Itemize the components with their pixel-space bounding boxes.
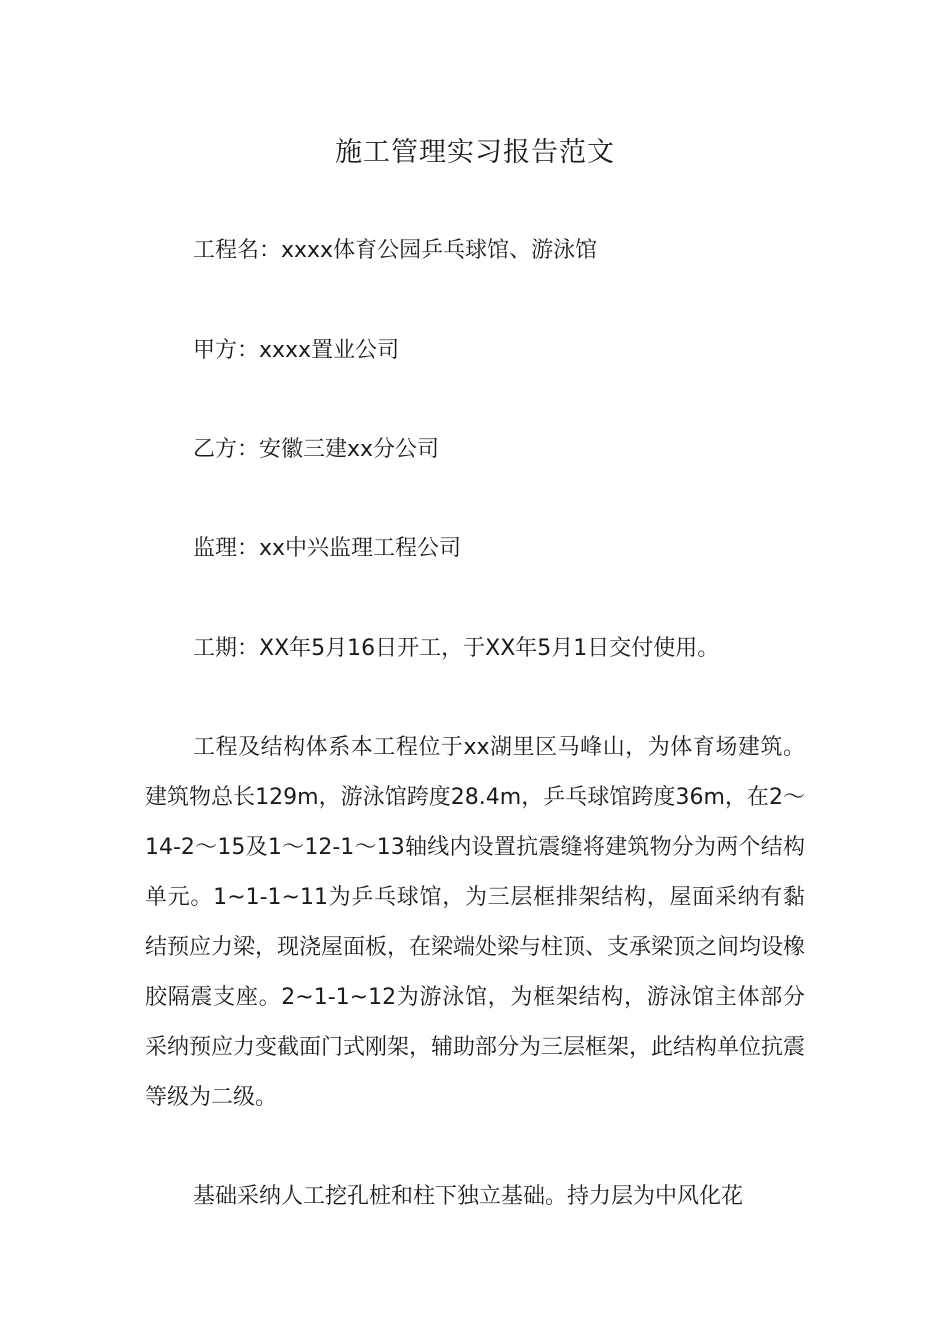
structure-paragraph: 工程及结构体系本工程位于xx湖里区马峰山，为体育场建筑。建筑物总长129m，游泳馆跨度28.4m，乒乓球馆跨度36m，在2～14-2～15及1～12-1～13轴线内设置抗震缝将建筑物分为两个结构单元。1~1-1~11为乒乓球馆，为三层框排架结构，屋面采纳有黏结预应力梁，现浇屋面板，在梁端处梁与柱顶、支承梁顶之间均设橡胶隔震支座。2~1-1~12为游泳馆，为框架结构，游泳馆主体部分采纳预应力变截面门式刚架，辅助部分为三层框架，此结构单位抗震等级为二级。 [145,735,806,1110]
project-name-line: 工程名：xxxx体育公园乒乓球馆、游泳馆 [193,238,598,263]
foundation-paragraph: 基础采纳人工挖孔桩和柱下独立基础。持力层为中风化花 [193,1184,744,1209]
period-line: 工期：XX年5月16日开工，于XX年5月1日交付使用。 [193,636,720,661]
document-title: 施工管理实习报告范文 [335,137,615,168]
party-b-line: 乙方：安徽三建xx分公司 [193,437,440,462]
party-a-line: 甲方：xxxx置业公司 [193,338,400,363]
supervisor-line: 监理：xx中兴监理工程公司 [193,536,462,561]
